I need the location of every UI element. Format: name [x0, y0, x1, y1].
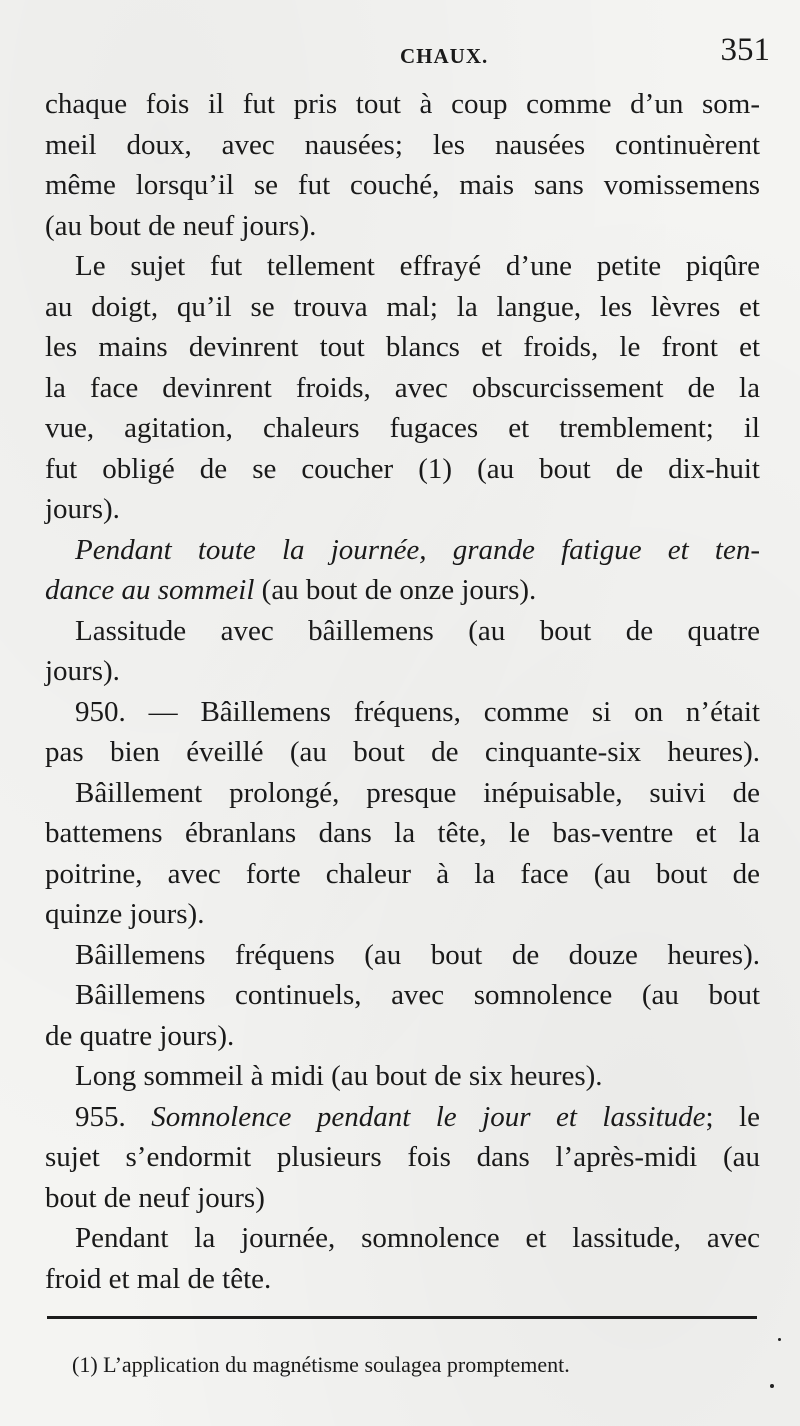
- text-line: quinze jours).: [45, 898, 205, 930]
- text-line: poitrine, avec forte chaleur à la face (au bout de: [45, 857, 760, 890]
- text-line: pas bien éveillé (au bout de cinquante-six heures).: [45, 736, 760, 768]
- text-line: sujet s’endormit plusieurs fois dans l’après-midi (au: [45, 1141, 760, 1173]
- text-line: jours).: [45, 493, 120, 525]
- text-line: battemens ébranlans dans la tête, le bas-ventre et la: [45, 817, 760, 849]
- text-line: Lassitude avec bâillemens (au bout de quatre: [75, 614, 760, 647]
- footnote: (1) L’application du magnétisme soulagea promptement.: [72, 1352, 570, 1377]
- text-line: Bâillement prolongé, presque inépuisable, suivi de: [75, 776, 760, 809]
- text-fragment: ; le: [705, 1100, 760, 1133]
- body-text: [45, 84, 760, 1299]
- text-line: Pendant la journée, somnolence et lassitude, avec: [75, 1222, 760, 1254]
- text-line: même lorsqu’il se fut couché, mais sans vomissemens: [45, 169, 760, 201]
- page-number: 351: [720, 32, 770, 68]
- text-line: vue, agitation, chaleurs fugaces et tremblement; il: [45, 412, 760, 444]
- text-line: Bâillemens continuels, avec somnolence (au bout: [75, 979, 760, 1011]
- print-speck: [778, 1338, 781, 1341]
- text-line: fut obligé de se coucher (1) (au bout de dix-huit: [45, 452, 760, 485]
- text-line: Le sujet fut tellement effrayé d’une petite piqûre: [75, 250, 760, 282]
- text-line: les mains devinrent tout blancs et froids, le front et: [45, 331, 760, 363]
- mixed-text-line: [45, 570, 760, 611]
- text-line: (au bout de neuf jours).: [45, 209, 317, 242]
- mixed-text-line: [45, 1097, 760, 1138]
- text-line: bout de neuf jours): [45, 1181, 265, 1214]
- text-line: Bâillemens fréquens (au bout de douze heures).: [75, 938, 760, 971]
- page-header: [40, 30, 770, 74]
- text-line: jours).: [45, 655, 120, 687]
- italic-phrase: Somnolence pendant le jour et lassitude: [151, 1100, 706, 1133]
- text-line: la face devinrent froids, avec obscurcissement de la: [45, 371, 760, 404]
- italic-text-line: Pendant toute la journée, grande fatigue et ten-: [75, 533, 760, 566]
- footnote-rule: [47, 1316, 757, 1319]
- text-line: de quatre jours).: [45, 1019, 235, 1052]
- text-line: froid et mal de tête.: [45, 1262, 272, 1295]
- text-fragment: (au bout de onze jours).: [254, 574, 537, 606]
- paragraph-number: 955.: [75, 1100, 152, 1133]
- text-line: Long sommeil à midi (au bout de six heures).: [75, 1060, 603, 1092]
- text-line: au doigt, qu’il se trouva mal; la langue, les lèvres et: [45, 290, 760, 323]
- text-line: chaque fois il fut pris tout à coup comme d’un som-: [45, 88, 760, 120]
- print-speck: [770, 1384, 774, 1388]
- text-line: 950. — Bâillemens fréquens, comme si on n’était: [75, 695, 760, 728]
- text-line: meil doux, avec nausées; les nausées continuèrent: [45, 128, 760, 161]
- italic-phrase: dance au sommeil: [45, 574, 255, 606]
- running-head: CHAUX.: [400, 44, 489, 68]
